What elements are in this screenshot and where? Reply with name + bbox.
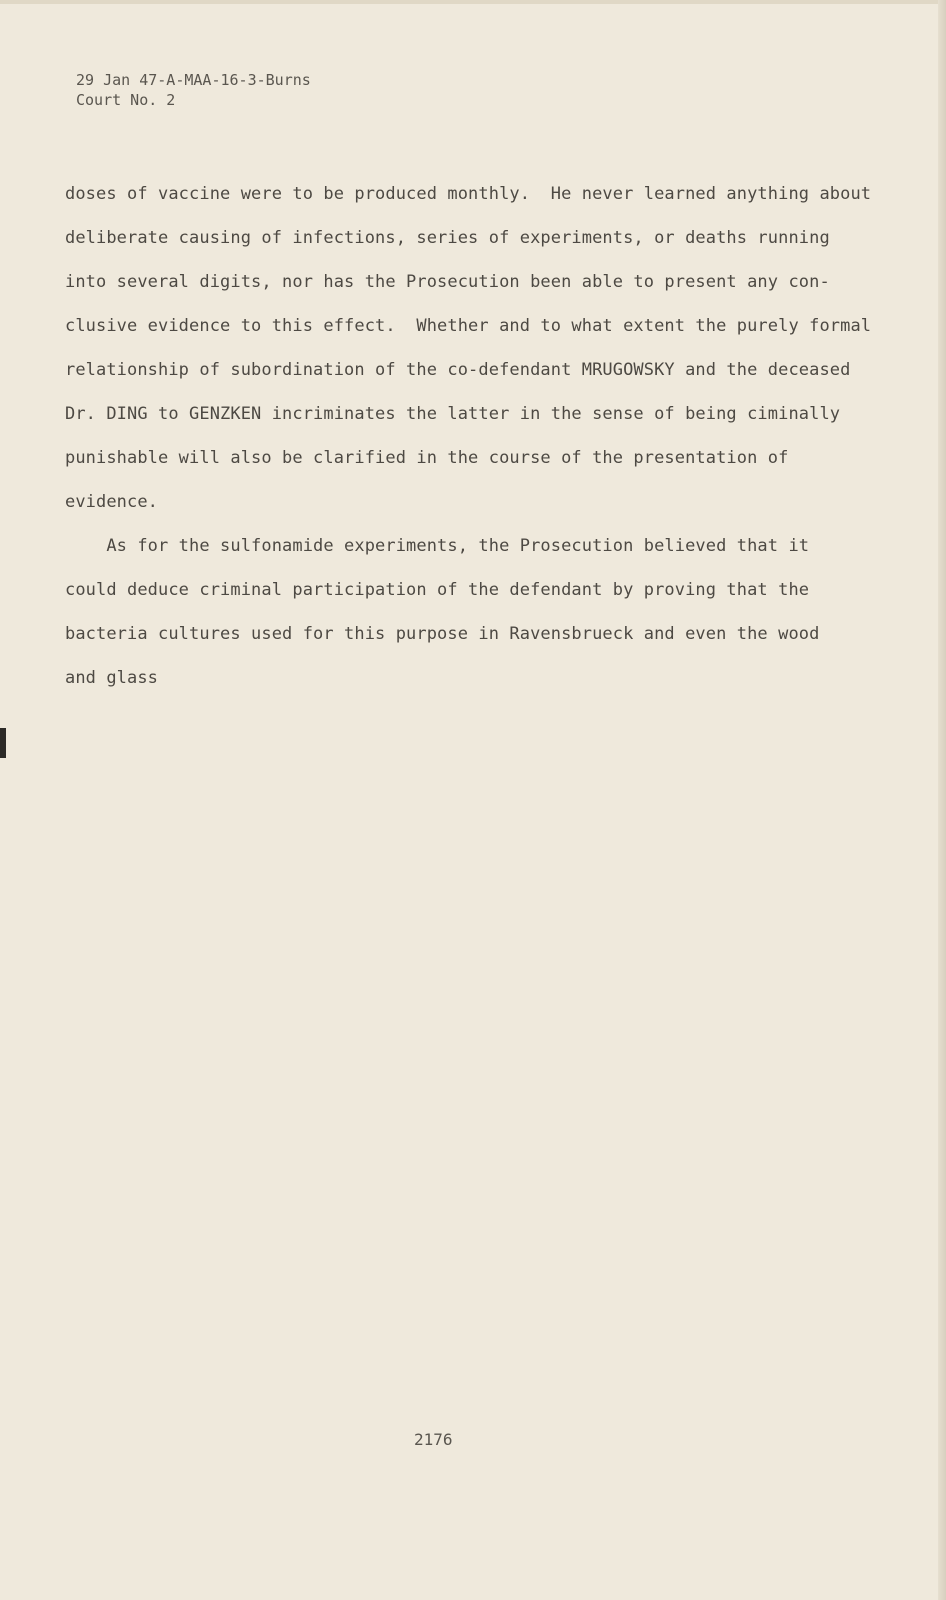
document-header [76, 70, 311, 110]
text-line: evidence. [65, 492, 159, 512]
text-line: deliberate causing of infections, series of experiments, or deaths running [65, 228, 830, 248]
text-line: could deduce criminal participation of the defendant by proving that the [65, 580, 810, 600]
text-line: relationship of subordination of the co-defendant MRUGOWSKY and the deceased [65, 360, 851, 380]
text-line: doses of vaccine were to be produced monthly. He never learned anything about [65, 184, 872, 204]
text-line: Dr. DING to GENZKEN incriminates the latter in the sense of being ciminally [65, 404, 841, 424]
page-number: 2176 [414, 1430, 453, 1449]
header-court-line: Court No. 2 [76, 91, 176, 109]
binding-notch-mark [0, 728, 6, 758]
body-text [65, 172, 885, 700]
text-line: into several digits, nor has the Prosecution been able to present any con- [65, 272, 830, 292]
text-line: punishable will also be clarified in the course of the presentation of [65, 448, 789, 468]
paragraph-2 [65, 524, 885, 700]
page-top-edge [0, 0, 946, 4]
text-line: As for the sulfonamide experiments, the Prosecution believed that it [65, 536, 810, 556]
text-line: and glass [65, 668, 159, 688]
paragraph-1 [65, 172, 885, 524]
text-line: bacteria cultures used for this purpose in Ravensbrueck and even the wood [65, 624, 820, 644]
page-right-edge [938, 0, 946, 1600]
header-date-line: 29 Jan 47-A-MAA-16-3-Burns [76, 71, 311, 89]
text-line: clusive evidence to this effect. Whether and to what extent the purely formal [65, 316, 872, 336]
